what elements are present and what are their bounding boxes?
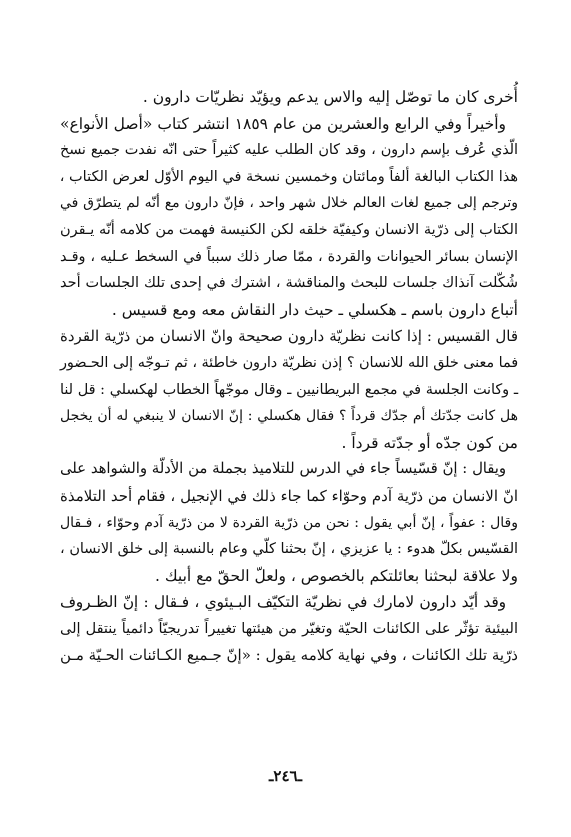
text-line: هل كانت جدّتك أم جدّك قرداً ؟ فقال هكسلي : إنّ الانسان لا ينبغي له أن يخجل <box>60 408 518 425</box>
text-line: الكتاب إلى ذرّية الانسان وكيفيّة خلقه لكن الكنيسة فهمت من كلامه أنّه يـقرن <box>60 221 518 238</box>
text-line: أتباع دارون باسم ـ هكسلي ـ حيث دار النقاش معه ومع قسيس . <box>111 300 518 319</box>
text-line: انّ الانسان من ذرّية آدم وحوّاء كما جاء ذلك في الإنجيل ، فقام أحد التلامذة <box>60 486 518 505</box>
text-line: ـ وكانت الجلسة في مجمع البريطانيين ـ وقال موجّهاً الخطاب لهكسلي : قل لنا <box>60 381 518 398</box>
text-line: وأخيراً وفي الرابع والعشرين من عام ١٨٥٩ انتشر كتاب «أصل الأنواع» <box>60 114 507 133</box>
text-line: فما معنى خلق الله للانسان ؟ إذن نظريّة دارون خاطئة ، ثم تـوجّه إلى الحـضور <box>60 354 518 371</box>
text-line: وقد أيّد دارون لامارك في نظريّة التكيّف البـيئوي ، فـقال : إنّ الظـروف <box>60 593 506 612</box>
page-number: ـ٢٤٦ـ <box>269 767 302 785</box>
text-line: القسّيس بكلّ هدوء : يا عزيزي ، إنّ بحثنا كلّي وعام بالنسبة إلى خلق الانسان ، <box>60 541 518 558</box>
text-line: وقال : عفواً ، إنّ أبي يقول : نحن من ذرّية القردة لا من ذرّية آدم وحوّاء ، فـقال <box>60 514 518 531</box>
text-line: ذرّية تلك الكائنات ، وفي نهاية كلامه يقول : «إنّ جـميع الكـائنات الحـيّة مـن <box>60 646 518 665</box>
text-line: قال القسيس : إذا كانت نظريّة دارون صحيحة وانّ الانسان من ذرّية القردة <box>60 327 518 346</box>
text-line: الإنسان بسائر الحيوانات والقردة ، ممّا صار ذلك سبباً في السخط عـليه ، وقـد <box>60 248 518 265</box>
text-line: أُخرى كان ما توصّل إليه والاس يدعم ويؤيّد نظريّات دارون . <box>142 88 518 106</box>
text-line: من كون جدّه أو جدّته قرداً . <box>341 433 518 452</box>
text-line: ويقال : إنّ قسّيساً جاء في الدرس للتلاميذ بجملة من الأدلّة والشواهد على <box>60 460 506 478</box>
text-line: الّذي عُرف بإسم دارون ، وقد كان الطلب عليه كثيراً حتى انّه نفدت جميع نسخ <box>60 142 518 159</box>
body-text <box>60 84 518 669</box>
text-line: البيئية تؤثّر على الكائنات الحيّة وتغيّر من هيئتها تغييراً تدريجيّاً دائمياً ينتقل إلى <box>60 620 518 637</box>
text-line: شُكّلت آنذاك جلسات للبحث والمناقشة ، اشترك في إحدى تلك الجلسات أحد <box>60 275 518 292</box>
text-line: ولا علاقة لبحثنا بعائلتكم بالخصوص ، ولعلّ الحقّ مع أبيك . <box>155 566 518 585</box>
text-line: وترجم إلى جميع لغات العالم خلال شهر واحد ، فإنّ دارون مع أنّه لم يتطرّق في <box>60 195 518 212</box>
text-line: هذا الكتاب البالغة ألفاً ومائتان وخمسين نسخة في اليوم الأوّل لعرض الكتاب ، <box>59 168 518 185</box>
